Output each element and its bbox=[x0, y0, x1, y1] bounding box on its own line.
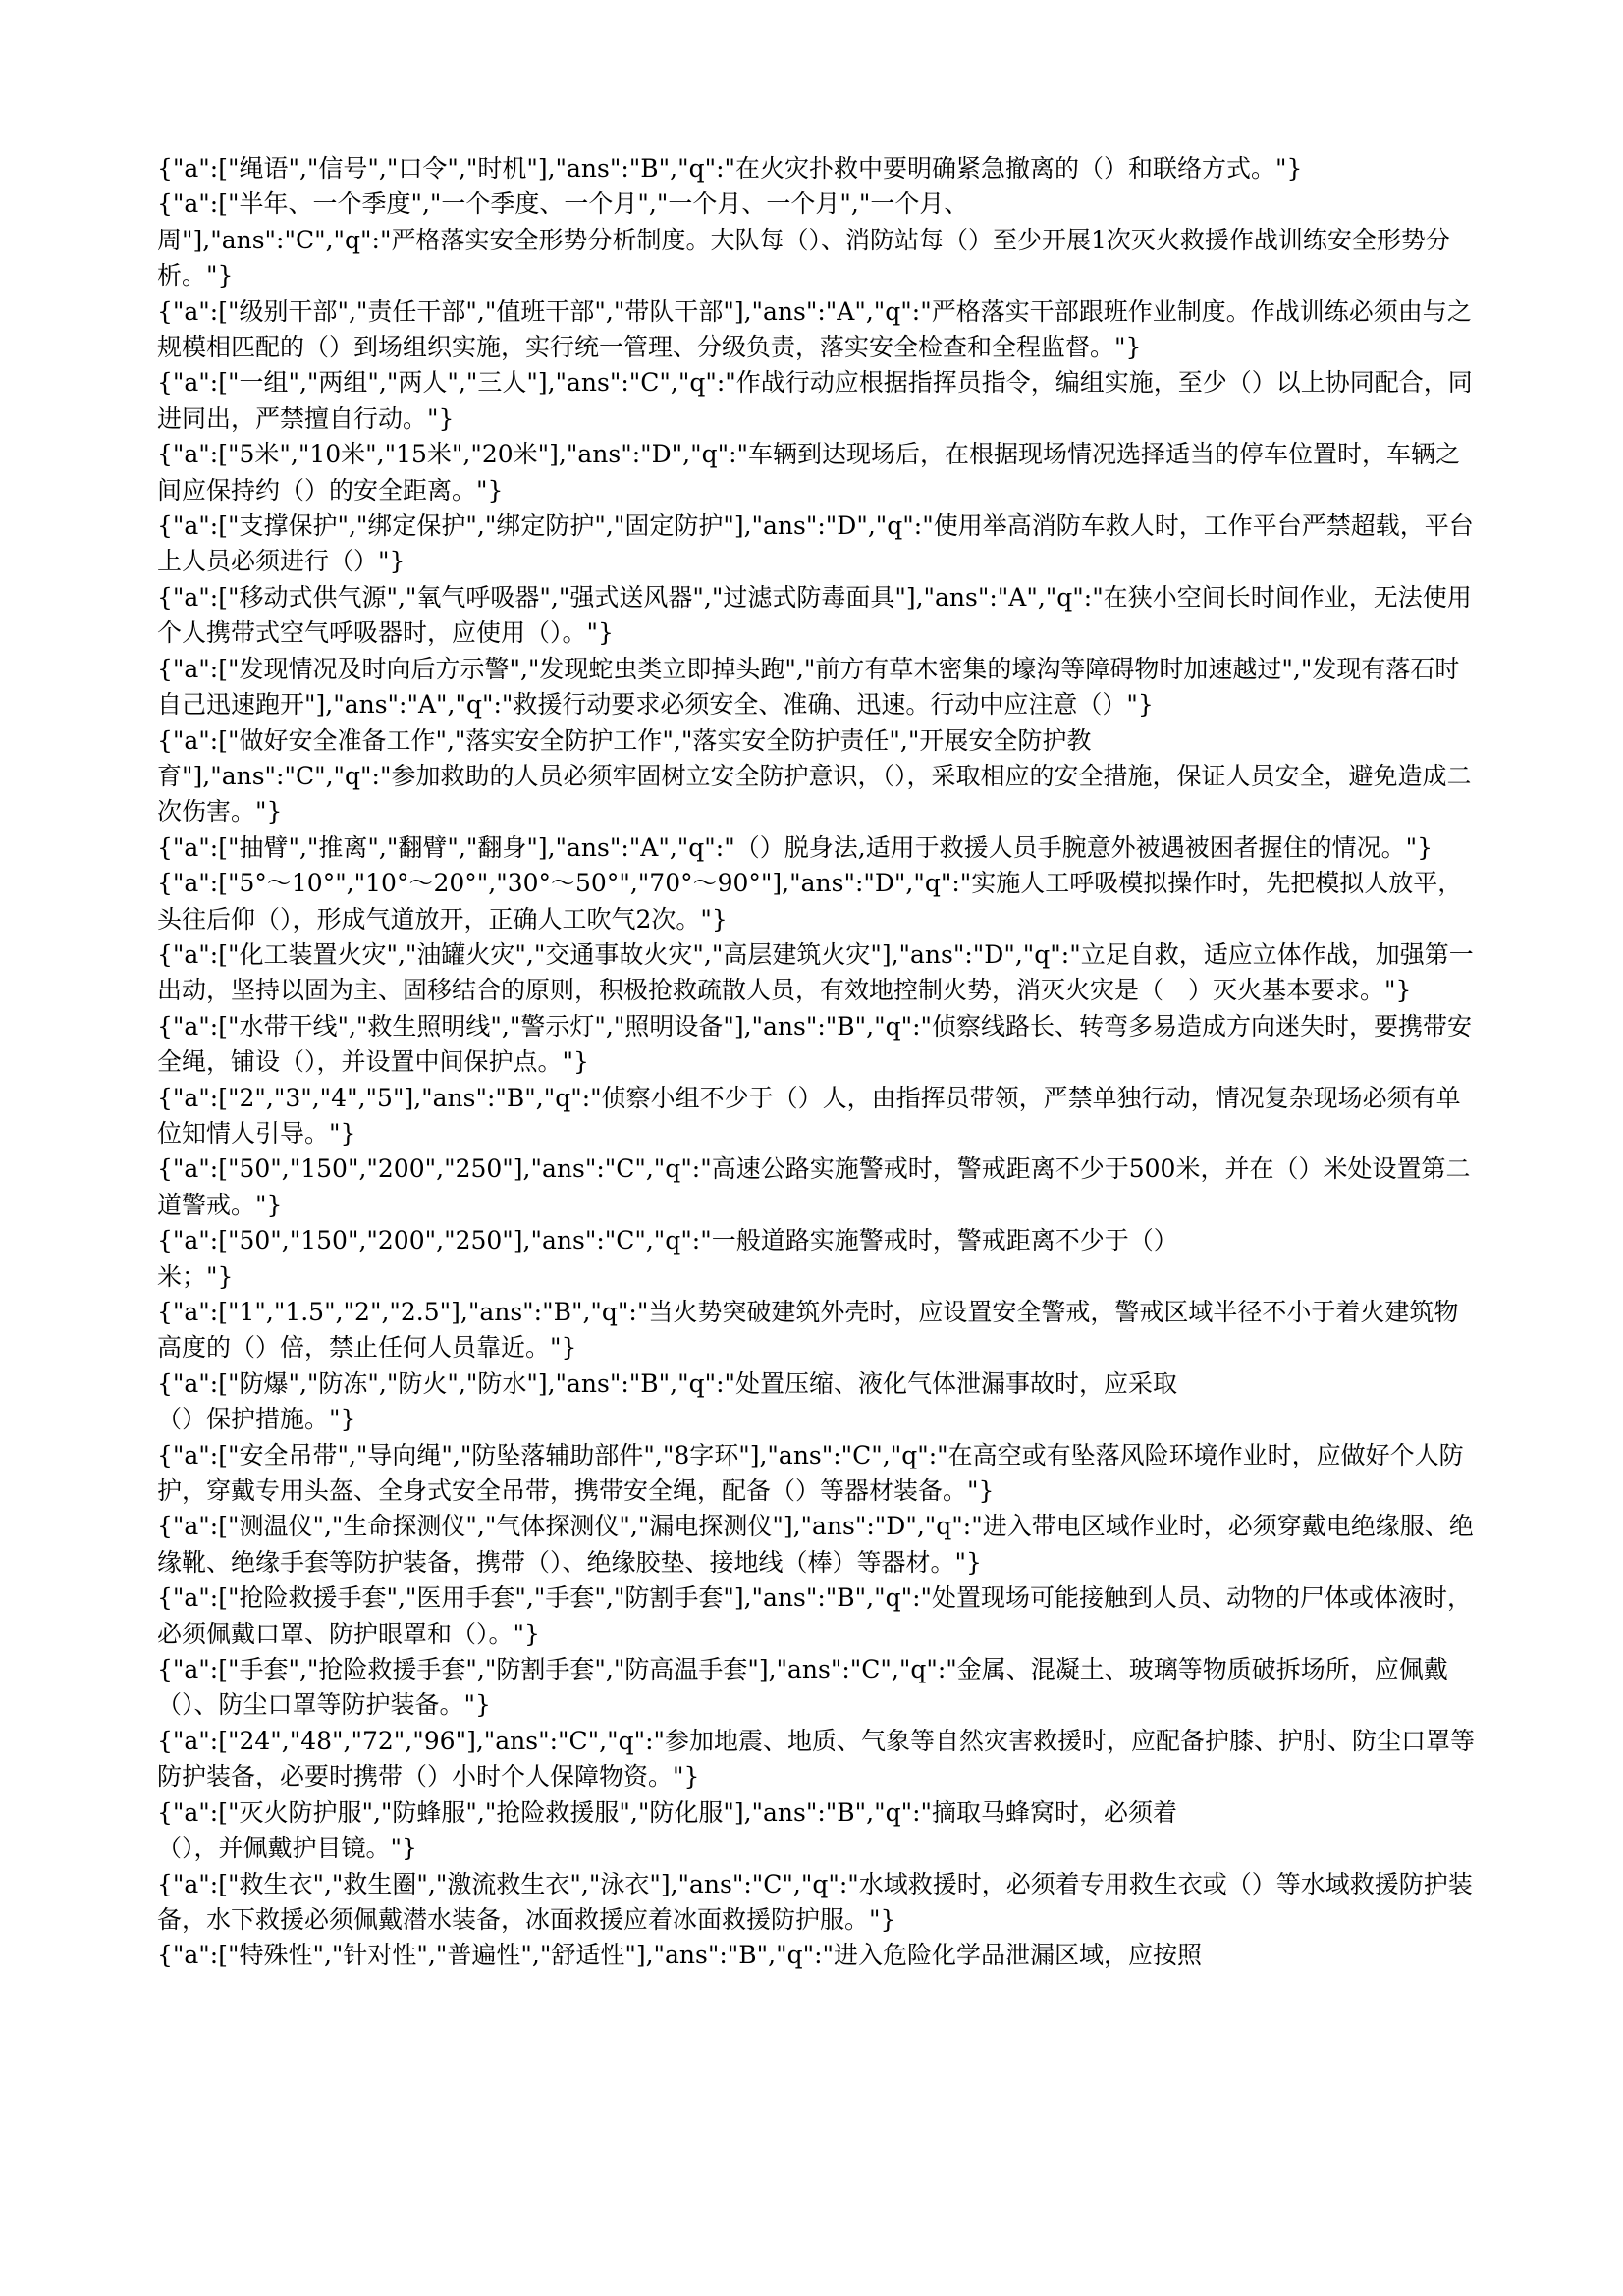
question-entry-7: {"a":["移动式供气源","氧气呼吸器","强式送风器","过滤式防毒面具"],"ans":"A","q":"在狭小空间长时间作业，无法使用个人携带式空气呼吸器时，应使用（）。"} bbox=[157, 582, 1472, 648]
question-entry-16: {"a":["50","150","200","250"],"ans":"C","q":"一般道路实施警戒时，警戒距离不少于（） 米；"} bbox=[157, 1226, 1178, 1291]
question-entry-22: {"a":["手套","抢险救援手套","防割手套","防高温手套"],"ans":"C","q":"金属、混凝土、玻璃等物质破拆场所，应佩戴（）、防尘口罩等防护装备。"} bbox=[157, 1655, 1448, 1720]
question-entry-2: {"a":["半年、一个季度","一个季度、一个月","一个月、一个月","一个月、 周"],"ans":"C","q":"严格落实安全形势分析制度。大队每（）、消防站每（）至少开展1次灭火救援作战训练安全形势分析。"} bbox=[157, 189, 1450, 291]
question-entry-24: {"a":["灭火防护服","防蜂服","抢险救援服","防化服"],"ans":"B","q":"摘取马蜂窝时，必须着 （），并佩戴护目镜。"} bbox=[157, 1797, 1178, 1863]
question-entry-13: {"a":["水带干线","救生照明线","警示灯","照明设备"],"ans":"B","q":"侦察线路长、转弯多易造成方向迷失时，要携带安全绳，铺设（），并设置中间保护点。"} bbox=[157, 1011, 1473, 1077]
question-entry-9: {"a":["做好安全准备工作","落实安全防护工作","落实安全防护责任","开展安全防护教 育"],"ans":"C","q":"参加救助的人员必须牢固树立安全防护意识，（），采取相应的安全措施，保证人员安全，避免造成二次伤害。"} bbox=[157, 725, 1472, 827]
question-entry-25: {"a":["救生衣","救生圈","激流救生衣","泳衣"],"ans":"C","q":"水域救援时，必须着专用救生衣或（）等水域救援防护装备，水下救援必须佩戴潜水装备，冰面救援应着冰面救援防护服。"} bbox=[157, 1869, 1473, 1934]
question-entry-8: {"a":["发现情况及时向后方示警","发现蛇虫类立即掉头跑","前方有草木密集的壕沟等障碍物时加速越过","发现有落石时自己迅速跑开"],"ans":"A","q":"救援行动要求必须安全、准确、迅速。行动中应注意（）"} bbox=[157, 654, 1460, 720]
question-entry-18: {"a":["防爆","防冻","防火","防水"],"ans":"B","q":"处置压缩、液化气体泄漏事故时，应采取 （）保护措施。"} bbox=[157, 1368, 1178, 1434]
question-entry-26: {"a":["特殊性","针对性","普遍性","舒适性"],"ans":"B","q":"进入危险化学品泄漏区域，应按照 bbox=[157, 1941, 1203, 1970]
question-entry-23: {"a":["24","48","72","96"],"ans":"C","q":"参加地震、地质、气象等自然灾害救援时，应配备护膝、护肘、防尘口罩等防护装备，必要时携带（）小时个人保障物资。"} bbox=[157, 1726, 1476, 1791]
document-page bbox=[157, 151, 1478, 1974]
question-entry-19: {"a":["安全吊带","导向绳","防坠落辅助部件","8字环"],"ans":"C","q":"在高空或有坠落风险环境作业时，应做好个人防护，穿戴专用头盔、全身式安全吊带，携带安全绳，配备（）等器材装备。"} bbox=[157, 1440, 1464, 1506]
question-entry-20: {"a":["测温仪","生命探测仪","气体探测仪","漏电探测仪"],"ans":"D","q":"进入带电区域作业时，必须穿戴电绝缘服、绝缘靴、绝缘手套等防护装备，携带（）、绝缘胶垫、接地线（棒）等器材。"} bbox=[157, 1512, 1474, 1576]
question-entry-14: {"a":["2","3","4","5"],"ans":"B","q":"侦察小组不少于（）人，由指挥员带领，严禁单独行动，情况复杂现场必须有单位知情人引导。"} bbox=[157, 1083, 1461, 1148]
question-entry-12: {"a":["化工装置火灾","油罐火灾","交通事故火灾","高层建筑火灾"],"ans":"D","q":"立足自救，适应立体作战，加强第一出动，坚持以固为主、固移结合的原则，积极抢救疏散人员，有效地控制火势，消灭火灾是（ ）灭火基本要求。"} bbox=[157, 939, 1474, 1005]
question-entry-3: {"a":["级别干部","责任干部","值班干部","带队干部"],"ans":"A","q":"严格落实干部跟班作业制度。作战训练必须由与之规模相匹配的（）到场组织实施，实行统一管理、分级负责，落实安全检查和全程监督。"} bbox=[157, 296, 1472, 362]
question-entry-17: {"a":["1","1.5","2","2.5"],"ans":"B","q":"当火势突破建筑外壳时，应设置安全警戒，警戒区域半径不小于着火建筑物高度的（）倍，禁止任何人员靠近。"} bbox=[157, 1298, 1459, 1362]
question-entry-4: {"a":["一组","两组","两人","三人"],"ans":"C","q":"作战行动应根据指挥员指令，编组实施，至少（）以上协同配合，同进同出，严禁擅自行动。"} bbox=[157, 368, 1473, 433]
question-entry-15: {"a":["50","150","200","250"],"ans":"C","q":"高速公路实施警戒时，警戒距离不少于500米，并在（）米处设置第二道警戒。"} bbox=[157, 1154, 1471, 1219]
question-entry-1: {"a":["绳语","信号","口令","时机"],"ans":"B","q":"在火灾扑救中要明确紧急撤离的（）和联络方式。"} bbox=[157, 154, 1303, 183]
question-entry-5: {"a":["5米","10米","15米","20米"],"ans":"D","q":"车辆到达现场后，在根据现场情况选择适当的停车位置时，车辆之间应保持约（）的安全距离。"} bbox=[157, 440, 1461, 505]
question-entry-6: {"a":["支撑保护","绑定保护","绑定防护","固定防护"],"ans":"D","q":"使用举高消防车救人时，工作平台严禁超载，平台上人员必须进行（）"} bbox=[157, 511, 1474, 576]
question-entry-10: {"a":["抽臂","推离","翻臂","翻身"],"ans":"A","q":"（）脱身法,适用于救援人员手腕意外被遇被困者握住的情况。"} bbox=[157, 832, 1434, 862]
question-entry-21: {"a":["抢险救援手套","医用手套","手套","防割手套"],"ans":"B","q":"处置现场可能接触到人员、动物的尸体或体液时，必须佩戴口罩、防护眼罩和（）。"} bbox=[157, 1583, 1473, 1648]
question-entry-11: {"a":["5°～10°","10°～20°","30°～50°","70°～90°"],"ans":"D","q":"实施人工呼吸模拟操作时，先把模拟人放平，头往后仰（），形成气道放开，正确人工吹气2次。"} bbox=[157, 869, 1463, 934]
